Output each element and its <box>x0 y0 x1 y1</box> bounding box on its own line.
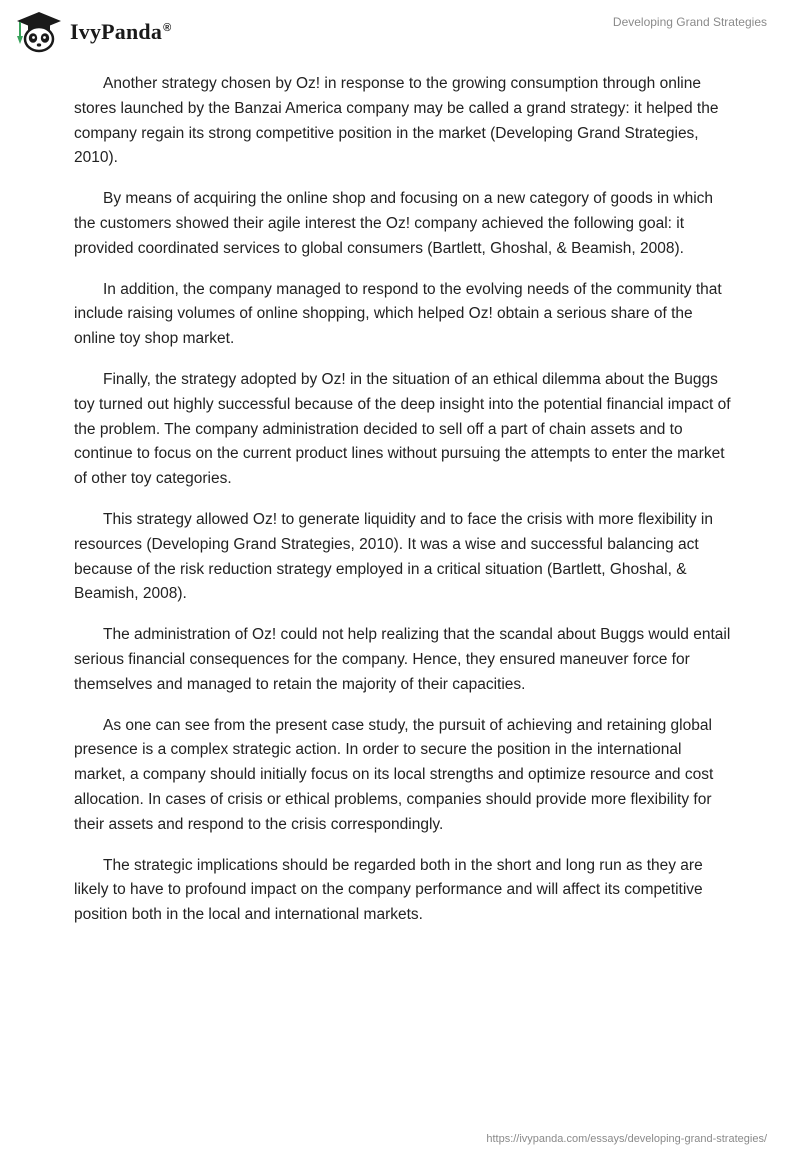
document-title: Developing Grand Strategies <box>612 15 767 29</box>
registered-mark: ® <box>163 21 172 34</box>
paragraph: In addition, the company managed to respond to the evolving needs of the community that include raising volumes of online shopping, which helped Oz! obtain a serious share of the online toy shop market. <box>74 280 722 348</box>
paragraph: Finally, the strategy adopted by Oz! in the situation of an ethical dilemma about the Buggs toy turned out highly successful because of the deep insight into the potential financial impact of the problem. The company administration decided to sell off a part of chain assets and to continue to focus on the current product lines without pursuing the attempts to enter the market of other toy categories. <box>74 370 731 488</box>
essay-body <box>74 72 734 944</box>
paragraph: By means of acquiring the online shop and focusing on a new category of goods in which the customers showed their agile interest the Oz! company achieved the following goal: it provided coordinated services to global consumers (Bartlett, Ghoshal, & Beamish, 2008). <box>74 190 714 257</box>
paragraph: The strategic implications should be regarded both in the short and long run as they are likely to have to profound impact on the company performance and will affect its competitive position both in the local and international markets. <box>74 856 703 924</box>
page-header <box>0 0 800 62</box>
paragraph: This strategy allowed Oz! to generate liquidity and to face the crisis with more flexibility in resources (Developing Grand Strategies, 2010). It was a wise and successful balancing act because of the risk reduction strategy employed in a critical situation (Bartlett, Ghoshal, & Beamish, 2008). <box>74 510 713 603</box>
brand-name <box>70 19 171 45</box>
paragraph: The administration of Oz! could not help realizing that the scandal about Buggs would entail serious financial consequences for the company. Hence, they ensured maneuver force for themselves and managed to retain the majority of their capacities. <box>74 626 731 693</box>
paragraph: Another strategy chosen by Oz! in response to the growing consumption through online stores launched by the Banzai America company may be called a grand strategy: it helped the company regain its strong competitive position in the market (Developing Grand Strategies, 2010). <box>74 75 719 167</box>
source-url[interactable]: https://ivypanda.com/essays/developing-grand-strategies/ <box>486 1133 767 1145</box>
brand-name-text: IvyPanda <box>70 19 163 44</box>
panda-logo-icon <box>14 10 64 54</box>
brand-logo[interactable] <box>14 10 171 54</box>
paragraph: As one can see from the present case study, the pursuit of achieving and retaining global presence is a complex strategic action. In order to secure the position in the international market, a company should initially focus on its local strengths and optimize resource and cost allocation. In cases of crisis or ethical problems, companies should provide more flexibility for their assets and respond to the crisis correspondingly. <box>74 716 714 833</box>
